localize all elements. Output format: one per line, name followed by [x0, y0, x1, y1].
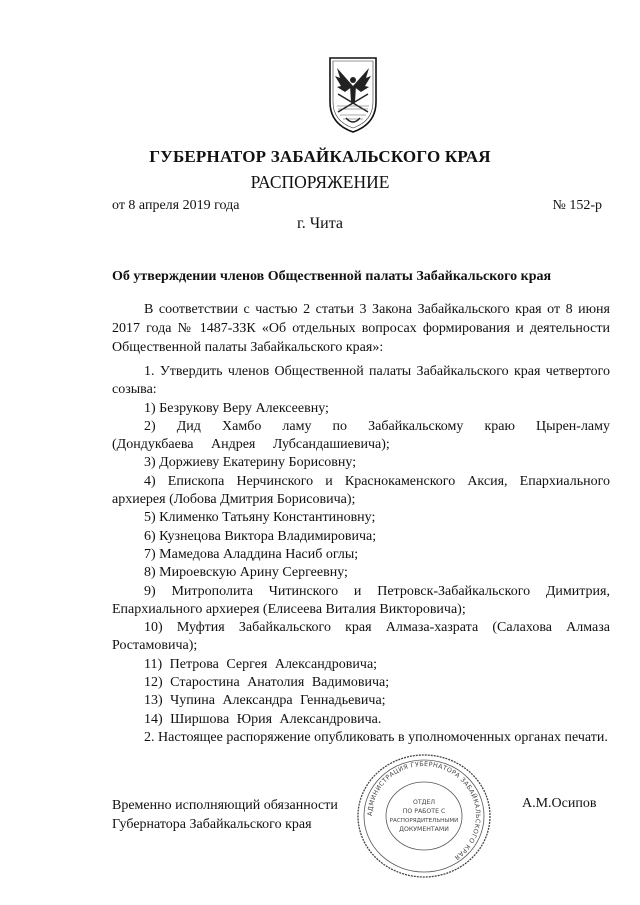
- stamp-inner-line-2: ПО РАБОТЕ С: [402, 808, 446, 815]
- document-body: [112, 363, 610, 747]
- signatory-name: А.М.Осипов: [522, 796, 597, 811]
- member-list-item: 1) Безрукову Веру Алексеевну;: [144, 400, 329, 416]
- member-list-item: 5) Клименко Татьяну Константиновну;: [144, 510, 376, 526]
- signatory-position-line-1: Временно исполняющий обязанности: [112, 798, 338, 813]
- stamp-inner-line-4: ДОКУМЕНТАМИ: [399, 826, 449, 833]
- member-list-item: 2) Дид Хамбо ламу по Забайкальскому краю Цырен-ламу (Дондукбаева Андрея Лубсандашиевича);: [112, 418, 610, 453]
- member-list-item: 14) Ширшова Юрия Александровича.: [144, 711, 382, 727]
- member-list-item: 10) Муфтия Забайкальского края Алмаза-хазрата (Салахова Алмаза Ростамовича);: [112, 620, 610, 654]
- preamble-paragraph: В соответствии с частью 2 статьи 3 Закона Забайкальского края от 8 июня 2017 года № 1487-ЗЗК «Об отдельных вопросах формирования и деятельности Общественной палаты Забайкальского края»:: [112, 302, 610, 355]
- member-list-item: 6) Кузнецова Виктора Владимировича;: [144, 528, 377, 544]
- stamp-inner-line-3: РАСПОРЯДИТЕЛЬНЫМИ: [389, 818, 459, 824]
- member-list-item: 12) Старостина Анатолия Вадимовича;: [144, 675, 390, 691]
- member-list-item: 9) Митрополита Читинского и Петровск-Забайкальского Димитрия, Епархиального архиерея (Елисеева Виталия Викторовича);: [112, 583, 610, 617]
- document-date: от 8 апреля 2019 года: [112, 198, 240, 213]
- document-issuer-title: ГУБЕРНАТОР ЗАБАЙКАЛЬСКОГО КРАЯ: [149, 147, 491, 166]
- signatory-position: [112, 796, 338, 834]
- member-list-item: 13) Чупина Александра Геннадьевича;: [144, 693, 386, 709]
- document-city: г. Чита: [296, 215, 343, 232]
- member-list-item: 8) Мироевскую Арину Сергеевну;: [144, 565, 348, 581]
- stamp-ring-text: АДМИНИСТРАЦИЯ ГУБЕРНАТОРА ЗАБАЙКАЛЬСКОГО КРАЯ: [366, 760, 482, 861]
- document-type-title: РАСПОРЯЖЕНИЕ: [250, 172, 390, 192]
- official-stamp: [355, 752, 493, 880]
- item-2-paragraph: 2. Настоящее распоряжение опубликовать в уполномоченных органах печати.: [144, 729, 608, 745]
- signatory-position-line-2: Губернатора Забайкальского края: [112, 817, 312, 832]
- item-1-paragraph: 1. Утвердить членов Общественной палаты Забайкальского края четвертого созыва:: [112, 364, 610, 398]
- member-list-item: 4) Епископа Нерчинского и Краснокаменского Аксия, Епархиального архиерея (Лобова Дмитрия Борисовича);: [112, 473, 610, 508]
- member-list-item: 11) Петрова Сергея Александровича;: [144, 656, 378, 672]
- document-number: № 152-р: [552, 198, 602, 213]
- stamp-inner-line-1: ОТДЕЛ: [412, 799, 436, 806]
- member-list-item: 3) Доржиеву Екатерину Борисовну;: [144, 455, 357, 471]
- document-subject: Об утверждении членов Общественной палаты Забайкальского края: [112, 269, 552, 284]
- member-list-item: 7) Мамедова Аладдина Насиб оглы;: [144, 546, 359, 562]
- coat-of-arms-emblem: [328, 56, 378, 134]
